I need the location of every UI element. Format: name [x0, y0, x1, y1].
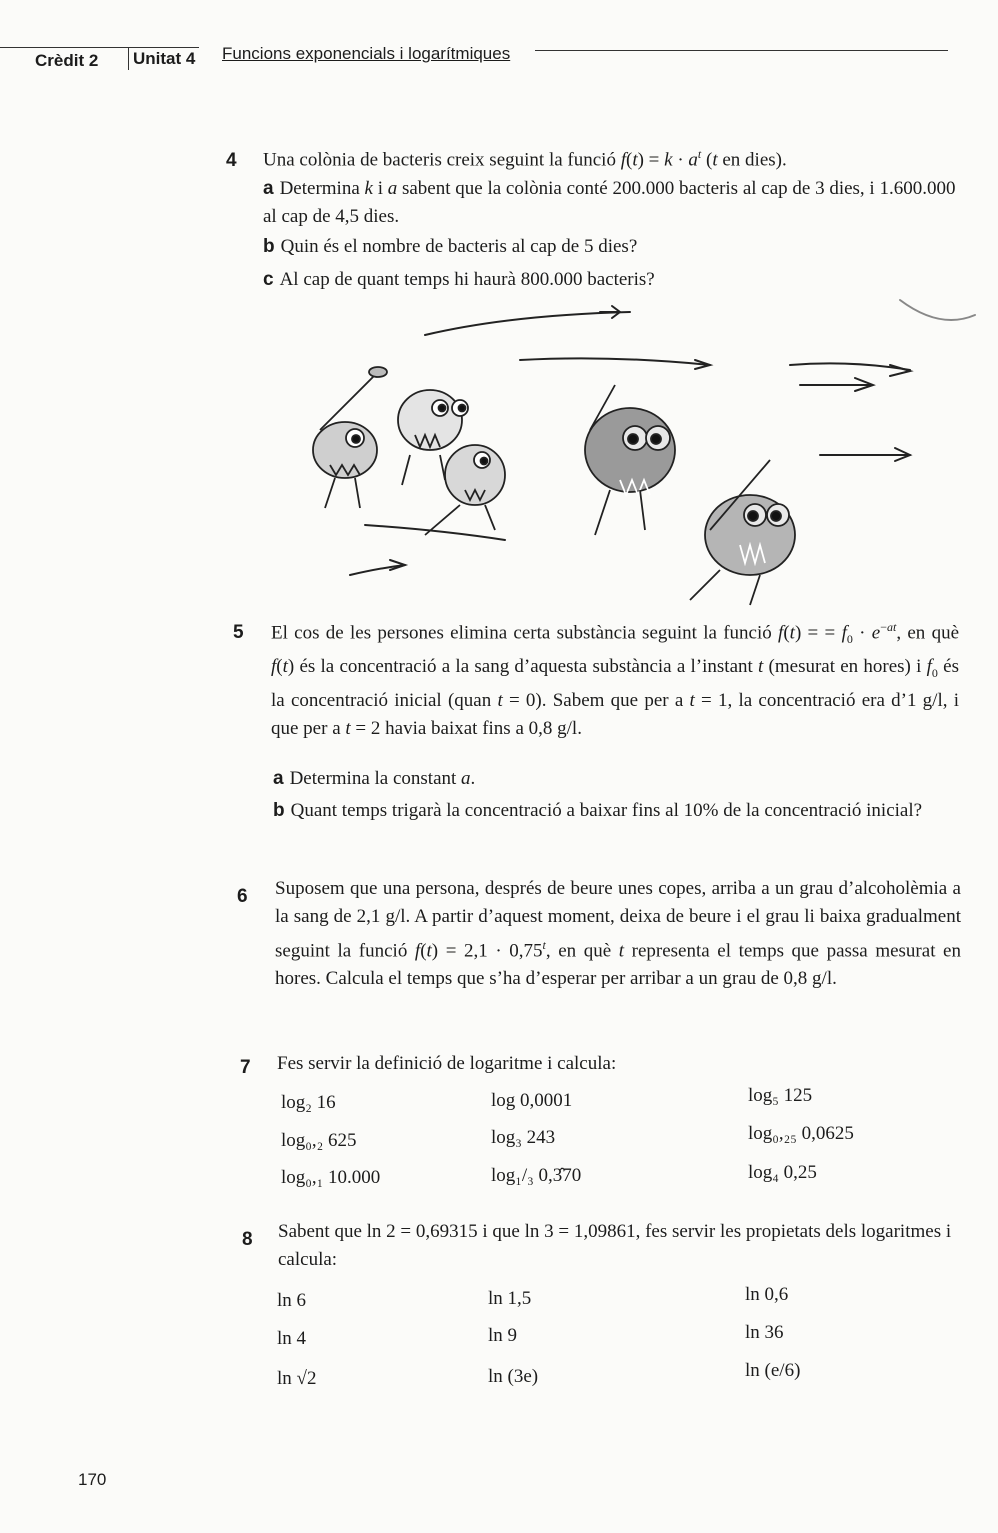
log-item: log₀,₂₅ 0,0625: [748, 1123, 854, 1144]
option-b-label: b: [273, 800, 285, 821]
unit-label: Unitat 4: [128, 47, 199, 70]
page-number: 170: [78, 1470, 107, 1489]
exercise-6-text: Suposem que una persona, després de beure unes copes, arriba a un grau d’alcoholèmia a la sang de 2,1 g/l. A partir d’aquest moment, deixa de beure i el grau li baixa gradualment seguint la funció $f(t) = 2,1 \cdot 0,75^t$, en què t representa el temps que passa mesurat en hores. Calcula el temps que s’ha d’esperar per arribar a un grau de 0,8 g/l.: [275, 878, 961, 990]
bacterium-5: [690, 460, 795, 605]
header-rule-left: [0, 47, 130, 48]
exercise-7-intro: Fes servir la definició de logaritme i calcula:: [277, 1053, 617, 1074]
exercise-5-number: 5: [233, 622, 244, 643]
bacterium-1: [313, 367, 387, 508]
exercise-4-intro: Una colònia de bacteris creix seguint la funció $f(t) = k \cdot a^t$ (t en dies).: [263, 147, 787, 171]
option-a-label: a: [263, 178, 274, 199]
exercise-5a: a Determina la constant a.: [273, 768, 476, 789]
exercise-4a: a Determina k i a sabent que la colònia conté 200.000 bacteris al cap de 3 dies, i 1.600.000 al cap de 4,5 dies.: [263, 178, 956, 227]
exercise-5-intro: El cos de les persones elimina certa substància seguint la funció f(t) = = $f_0 \cdot e^{-at}$, en què f(t) és la concentració a la sang d’aquesta substància a l’instant t (mesurat en hores) i $f_0$ és la concentració inicial (quan t = 0). Sabem que per a t = 1, la concentració era d’1 g/l, i que per a t = 2 havia baixat fins a 0,8 g/l.: [271, 620, 959, 739]
ln-item: ln 6: [277, 1290, 307, 1311]
log-item: log₀,₁ 10.000: [281, 1167, 381, 1188]
ln-item: ln (e/6): [745, 1360, 801, 1381]
log-item: log₂ 16: [281, 1092, 336, 1113]
ln-item: ln √2: [277, 1368, 317, 1389]
bacteria-illustration: [290, 290, 980, 615]
log-item: log₀,₂ 625: [281, 1130, 357, 1151]
log-item: log₄ 0,25: [748, 1162, 817, 1183]
exercise-4b-text: Quin és el nombre de bacteris al cap de 5 dies?: [280, 236, 638, 257]
bacterium-3: [425, 445, 505, 535]
ln-item: ln (3e): [488, 1366, 539, 1387]
log-item: log₁/₃ 0,3̂70: [491, 1165, 582, 1186]
exercise-4-number: 4: [226, 150, 237, 171]
ln-item: ln 0,6: [745, 1284, 789, 1305]
page-header: [0, 38, 998, 78]
chapter-title: Funcions exponencials i logarítmiques: [222, 44, 511, 63]
exercise-8-intro: Sabent que ln 2 = 0,69315 i que ln 3 = 1,09861, fes servir les propietats dels logaritmes i calcula:: [278, 1221, 952, 1270]
log-item: log 0,0001: [491, 1090, 573, 1111]
exercise-7-number: 7: [240, 1057, 251, 1078]
exercise-5b-text: Quant temps trigarà la concentració a baixar fins al 10% de la concentració inicial?: [290, 800, 923, 821]
ln-item: ln 9: [488, 1325, 518, 1346]
ln-item: ln 36: [745, 1322, 784, 1343]
credit-label: Crèdit 2: [35, 51, 99, 70]
header-rule-right: [535, 50, 948, 51]
exercise-4b: [263, 233, 963, 261]
option-a-label: a: [273, 768, 284, 789]
bacterium-4: [585, 385, 675, 535]
exercise-5b: [273, 797, 961, 825]
option-c-label: c: [263, 269, 274, 290]
exercise-8-number: 8: [242, 1229, 253, 1250]
ln-item: ln 4: [277, 1328, 307, 1349]
log-item: log₅ 125: [748, 1085, 813, 1106]
ln-item: ln 1,5: [488, 1288, 532, 1309]
exercise-4c-text: Al cap de quant temps hi haurà 800.000 bacteris?: [279, 269, 655, 290]
option-b-label: b: [263, 236, 275, 257]
log-item: log₃ 243: [491, 1127, 556, 1148]
exercise-6-number: 6: [237, 886, 248, 907]
